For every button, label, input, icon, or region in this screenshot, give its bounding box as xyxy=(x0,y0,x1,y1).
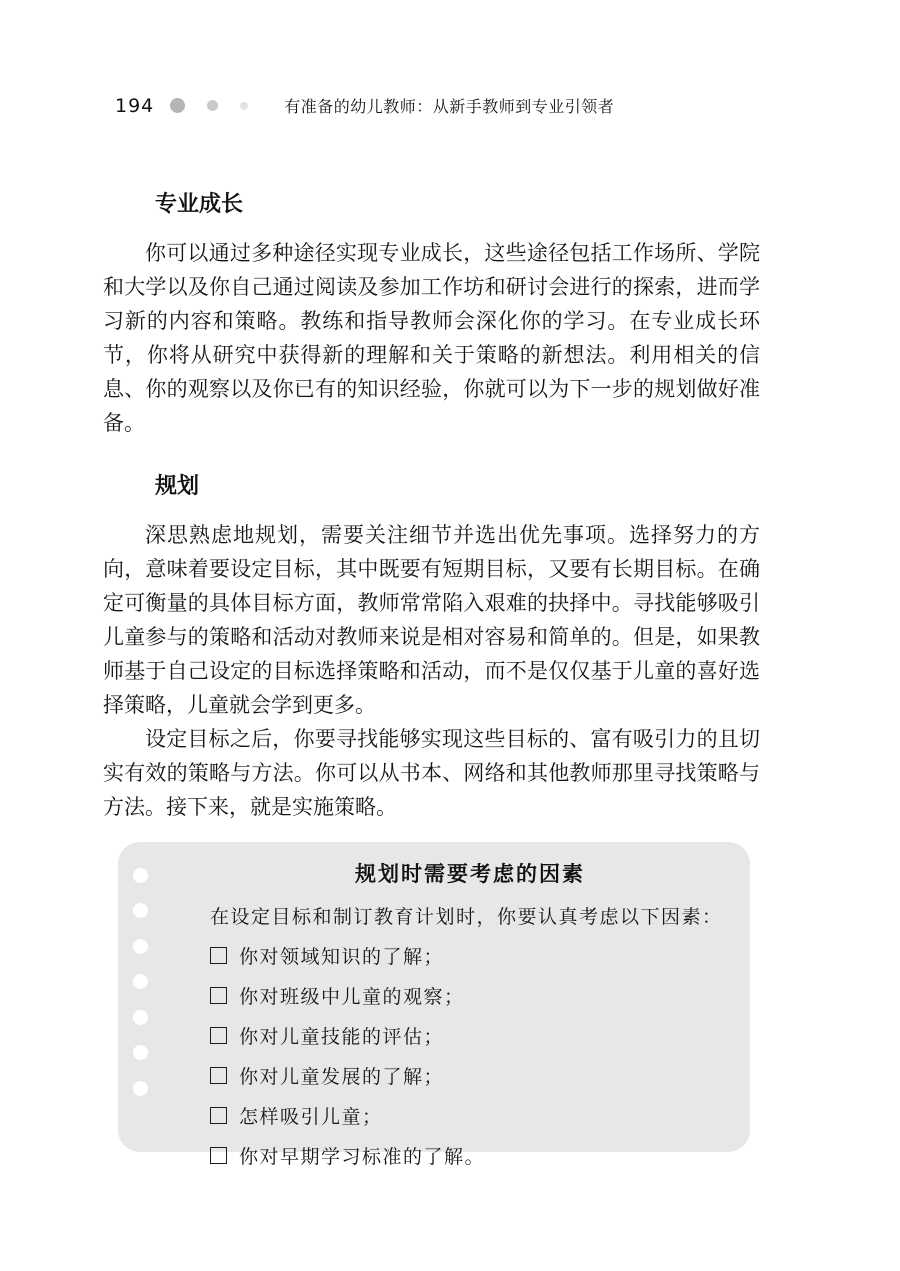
dot-icon xyxy=(207,100,218,111)
paragraph-planning-2: 设定目标之后，你要寻找能够实现这些目标的、富有吸引力的且切实有效的策略与方法。你可以从书本、网络和其他教师那里寻找策略与方法。接下来，就是实施策略。 xyxy=(103,727,760,819)
binder-hole-icon xyxy=(133,939,148,954)
checklist-item xyxy=(210,1055,730,1095)
header-dots xyxy=(170,98,248,113)
checklist-item-label: 怎样吸引儿童； xyxy=(239,1105,383,1128)
checklist-item xyxy=(210,935,730,975)
checkbox-icon xyxy=(210,1067,227,1084)
factors-checklist xyxy=(210,935,730,1175)
page-number: 194 xyxy=(115,94,155,117)
dot-icon xyxy=(170,98,185,113)
checkbox-icon xyxy=(210,987,227,1004)
checklist-item xyxy=(210,1015,730,1055)
binder-hole-icon xyxy=(133,1045,148,1060)
binder-hole-icon xyxy=(133,868,148,883)
checklist-item-label: 你对儿童技能的评估； xyxy=(239,1025,445,1048)
checkbox-icon xyxy=(210,947,227,964)
checkbox-icon xyxy=(210,1027,227,1044)
book-title: 有准备的幼儿教师：从新手教师到专业引领者 xyxy=(284,97,615,116)
checklist-item xyxy=(210,1135,730,1175)
checklist-item xyxy=(210,1095,730,1135)
binder-hole-icon xyxy=(133,1010,148,1025)
page-content xyxy=(103,190,760,1168)
callout-intro: 在设定目标和制订教育计划时，你要认真考虑以下因素： xyxy=(210,906,723,928)
checklist-item-label: 你对班级中儿童的观察； xyxy=(239,985,465,1008)
checklist-item-label: 你对儿童发展的了解； xyxy=(239,1065,445,1088)
checklist-item-label: 你对早期学习标准的了解。 xyxy=(239,1145,486,1168)
section-heading-professional-growth: 专业成长 xyxy=(155,192,244,217)
paragraph-planning-1: 深思熟虑地规划，需要关注细节并选出优先事项。选择努力的方向，意味着要设定目标，其中既要有短期目标，又要有长期目标。在确定可衡量的具体目标方面，教师常常陷入艰难的抉择中。寻找能够吸引儿童参与的策略和活动对教师来说是相对容易和简单的。但是，如果教师基于自己设定的目标选择策略和活动，而不是仅仅基于儿童的喜好选择策略，儿童就会学到更多。 xyxy=(103,523,760,717)
checkbox-icon xyxy=(210,1147,227,1164)
section-heading-planning: 规划 xyxy=(155,474,200,499)
binder-hole-icon xyxy=(133,1081,148,1096)
callout-title: 规划时需要考虑的因素 xyxy=(355,861,585,886)
binder-hole-icon xyxy=(133,974,148,989)
dot-icon xyxy=(240,102,248,110)
checkbox-icon xyxy=(210,1107,227,1124)
checklist-item xyxy=(210,975,730,1015)
binder-hole-icon xyxy=(133,903,148,918)
checklist-item-label: 你对领域知识的了解； xyxy=(239,945,445,968)
planning-factors-callout xyxy=(118,842,750,1168)
paragraph-professional-growth: 你可以通过多种途径实现专业成长，这些途径包括工作场所、学院和大学以及你自己通过阅读及参加工作坊和研讨会进行的探索，进而学习新的内容和策略。教练和指导教师会深化你的学习。在专业成长环节，你将从研究中获得新的理解和关于策略的新想法。利用相关的信息、你的观察以及你已有的知识经验，你就可以为下一步的规划做好准备。 xyxy=(103,241,760,435)
running-head xyxy=(115,94,614,117)
